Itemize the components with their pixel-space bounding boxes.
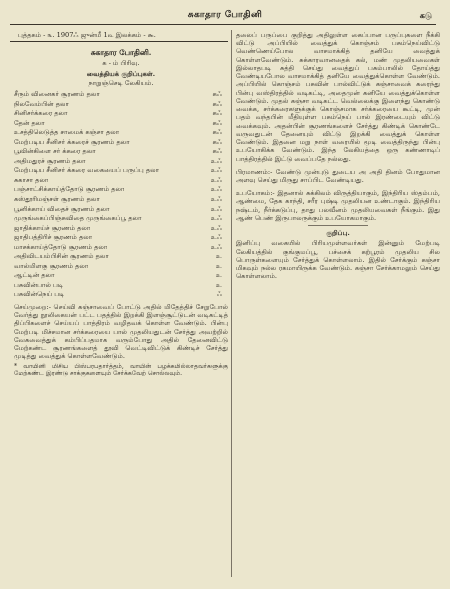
ingredient-name: பசுவின்நெய் படி <box>14 290 65 299</box>
ingredient-row <box>14 262 228 272</box>
preparation-paragraph: தலைப் பருப்பை குறித்து அதிலுள்ள கைப்பான பருப்புகளை நீக்கி விட்டு அப்பியில் வைத்துக் கொஞ்சம் பசும்நெய்விட்டு வெண்ணெய்போல வாசமாக்கித் தனியே வைத்துக் கொள்ளவேண்டும். சுக்காரவானதைக் கல், மண் முதலியவைகள் இல்லாதபடி சுத்தி செய்து வைத்துப் பசும்பாலில் தோய்த்து வேண்டியபோல வாசமாக்கித் தனியே வைத்துக்கொள்ள வேண்டும். அப்பியில் கொஞ்சம் பசுவின் பால்விட்டுக் கஞ்சாவைக் கரைந்து பின்பு வஸ்திரத்தில் வடிகட்டி, அதைமுன் கனியே வைத்துக்கொள்ள வேண்டும். முதல் கஞ்சா வடிகட்ட வெல்லைக்கு இளைந்து கொண்டு வைக்க, சர்க்கரைகளுக்குக் கொஞ்சமாக சர்க்கரையை கூட்டி, முன் பதம் வந்தபின் மீதியுள்ள பசும்நெய் பால் இரண்டையும் விட்டு வைக்கவும். அதன்பின் சூரணங்களைச் சேர்த்து கிண்டிக் கொண்டே வருவதுடன் தேனையும் விட்டு இறக்கி வைத்துக் கொள்ள வேண்டும். இதனை மறு நாள் வரையில் மூடி வைத்திருந்து பின்பு உபயோகிக்க வேண்டும். இந்த லேகியத்தை ஒரு கண்ணாடிப் பாத்திரத்தில் இட்டு வைப்பதே நல்லது. <box>236 31 440 163</box>
ingredient-name: உசத்திலெடுத்த சாமைக் கஞ்சா தலா <box>14 128 120 137</box>
ingredient-name: சினிசர்க்கரை தலா <box>14 109 68 118</box>
ingredient-name: பசுவின்பால் படி <box>14 280 64 289</box>
ingredient-name: முருங்கைப்பிஞ்சுவிதை முருங்கைப்பூ தலா <box>14 214 142 223</box>
ingredient-row <box>14 185 228 195</box>
ingredient-quantity: கஃ <box>212 128 222 137</box>
ingredient-name: ஜாதிக்காய்ச் சூரணம் தலா <box>14 223 91 232</box>
ingredient-row <box>14 100 228 110</box>
ingredient-name: ஜாதிபத்திரிச் சூரணம் தலா <box>14 233 93 242</box>
ingredient-name: மேற்படிய சீனிசர் க்கரை வகையைப் பருப்பு தலா <box>14 166 160 175</box>
ingredient-row <box>14 290 228 300</box>
ingredient-quantity: ஃ <box>216 290 222 299</box>
right-column <box>236 31 440 281</box>
ingredient-name: பூவின்கிளை சர் க்கரை தலா <box>14 147 96 156</box>
ingredient-row <box>14 157 228 167</box>
ingredient-row <box>14 176 228 186</box>
magazine-title: சுகாதார போதினி. <box>90 48 152 57</box>
header-rule <box>10 24 436 25</box>
column-divider <box>231 30 232 577</box>
ingredient-quantity: கஃ <box>212 147 222 156</box>
footnote: * வாயினி மிசிய பிஸ்பரபதார்த்தம், வாயின் பழக்கமில்லாதவர்களுக்கு மேற்கண்ட இரண்டு சாக்குகளையும் சேர்க்கவேற் சொல்லவும். <box>14 362 228 378</box>
ingredient-quantity: உஃ <box>210 223 222 232</box>
ingredient-row <box>14 109 228 119</box>
ingredient-quantity: உஃ <box>210 175 222 184</box>
ingredient-quantity: உஃ <box>210 204 222 213</box>
page-number: கடு <box>419 10 432 20</box>
ingredient-quantity: உ <box>216 271 222 280</box>
usage-paragraph: உபயோகம்:- இதனால் சுக்கிலம் விருத்தியாகும், இந்திரிய ஸ்தம்பம், ஆண்மை, தேக காந்தி, சரீர புஷ்டி முதலியன உண்டாகும். இந்திரிய நஷ்டம், நீர்க்கடுப்பு, தாது பலவீனம் முதலியவைகள் நீங்கும். இது ஆண் பெண் இருபாலருக்கும் உபயோகமாகும். <box>236 189 440 222</box>
ingredient-row <box>14 195 228 205</box>
section-divider <box>308 225 368 226</box>
ingredient-quantity: கஃ <box>212 109 222 118</box>
ingredient-row <box>14 138 228 148</box>
ingredient-row <box>14 252 228 262</box>
ingredient-name: நிலவேம்பின் தலா <box>14 99 69 108</box>
ingredient-row <box>14 205 228 215</box>
article-subtitle: நாறுஞ்செடி லேகியம். <box>88 78 154 87</box>
ingredient-name: சீரும் வினைகர் சூரணம் தலா <box>14 89 100 98</box>
ingredient-name: வால்மிளகு சூரணம் தலா <box>14 261 89 270</box>
ingredient-name: பஞ்சாட்சிக்காய்த்தோடு சூரணம் தலா <box>14 185 125 194</box>
ingredient-row <box>14 243 228 253</box>
ingredient-row <box>14 233 228 243</box>
ingredient-name: கஸ்தூரிமஞ்சள் சூரணம் தலா <box>14 194 100 203</box>
ingredient-quantity: உ <box>216 252 222 261</box>
note-title: குறிப்பு. <box>326 229 350 238</box>
running-title: சுகாதார போதினி <box>187 10 263 20</box>
ingredient-name: மாசக்காய்த்தோடு சூரணம் தலா <box>14 242 108 251</box>
ingredient-row <box>14 90 228 100</box>
ingredient-list <box>14 90 228 300</box>
ingredient-quantity: கஃ <box>212 89 222 98</box>
ingredient-quantity: உஃ <box>210 166 222 175</box>
ingredient-row <box>14 166 228 176</box>
ingredient-row <box>14 224 228 234</box>
ingredient-name: ஆட்டின் தலா <box>14 271 55 280</box>
issue-line: புத்தகம் - ௩. 1907ஃ ஜுன்மீ 1௳ இலக்கம் - ௯. <box>18 31 156 39</box>
note-paragraph: இனிப்பு வகையில் பிரியமுள்ளவர்கள் இன்னும் மேற்படி லேகியத்தில் குங்குமப்பூ, பச்சைக் கற்பூரம் முதலிய சில பொருள்களையும் சேர்த்துக் கொள்ளலாம். இதில் சேர்க்கும் கஞ்சா மிகவும் நல்ல ரகமாயிருக்க வேண்டும். கஞ்சா சேர்க்காமலும் செய்து கொள்ளலாம். <box>236 239 440 281</box>
page-header <box>0 6 450 24</box>
ingredient-quantity: உஃ <box>210 242 222 251</box>
ingredient-name: அதிவிடயம்பிசின் சூரணம் தலா <box>14 252 109 261</box>
ingredient-quantity: கஃ <box>212 137 222 146</box>
ingredient-quantity: உஃ <box>210 156 222 165</box>
ingredient-row <box>14 119 228 129</box>
ingredient-quantity: கஃ <box>212 118 222 127</box>
section-label: க - ம் பிரிவு. <box>102 59 140 68</box>
ingredient-name: தேன் தலா <box>14 118 45 127</box>
ingredient-quantity: உ <box>216 280 222 289</box>
ingredient-quantity: கஃ <box>212 99 222 108</box>
left-column <box>14 46 228 378</box>
ingredient-row <box>14 271 228 281</box>
ingredient-quantity: உஃ <box>210 214 222 223</box>
dosage-paragraph: பிரமாணம்:- வேண்டு முன்புடு துடைய அ அதி தினம் போதுமான அளவு செய்து மிருது சாப்பிட வேண்டியது. <box>236 167 440 184</box>
issue-rule <box>10 41 228 42</box>
ingredient-name: சுகாசா தலா <box>14 175 49 184</box>
ingredient-row <box>14 214 228 224</box>
ingredient-quantity: உஃ <box>210 185 222 194</box>
ingredient-row <box>14 128 228 138</box>
method-paragraph: செய்முறை:- செய்வி கஞ்சாவைப் போட்டு அதில் மிதேத்திச் சேறுபோல் வேர்த்து நூலிகையன் பட்ட பதத்தில் இறக்கி இளஞ்சூட்டுடன் வடிகட்டித் திப்பிகளைச் செய்யப் பாத்திரம் வழிதவக் கொள்ள வேண்டும். பின்பு மேற்படி மிச்சமான சர்க்கரையை பால் முதலியதுடன் சேர்த்து அவற்றில் வேகவைத்துக் கம்பிப்பதமாக வரும்போது அதில் தேனைவிட்டு மேற்கண்ட சூரணங்களைத் தூவி வெட்டிவிட்டுக் கிண்டிச் சேர்த்து முடித்து வைத்துக் கொள்ளவேண்டும். <box>14 302 228 361</box>
ingredient-name: பூனிக்காய் விதைச் சூரணம் தலா <box>14 204 110 213</box>
ingredient-row <box>14 281 228 291</box>
ingredient-quantity: உஃ <box>210 194 222 203</box>
ingredient-name: மேற்படிய சீனிசர் க்கரைச் சூரணம் தலா <box>14 137 130 146</box>
article-title: வைத்தியக் குறிப்புகள். <box>86 70 156 79</box>
ingredient-quantity: உஃ <box>210 233 222 242</box>
ingredient-quantity: உ <box>216 261 222 270</box>
ingredient-name: அதிமதுரச் சூரணம் தலா <box>14 156 86 165</box>
ingredient-row <box>14 147 228 157</box>
